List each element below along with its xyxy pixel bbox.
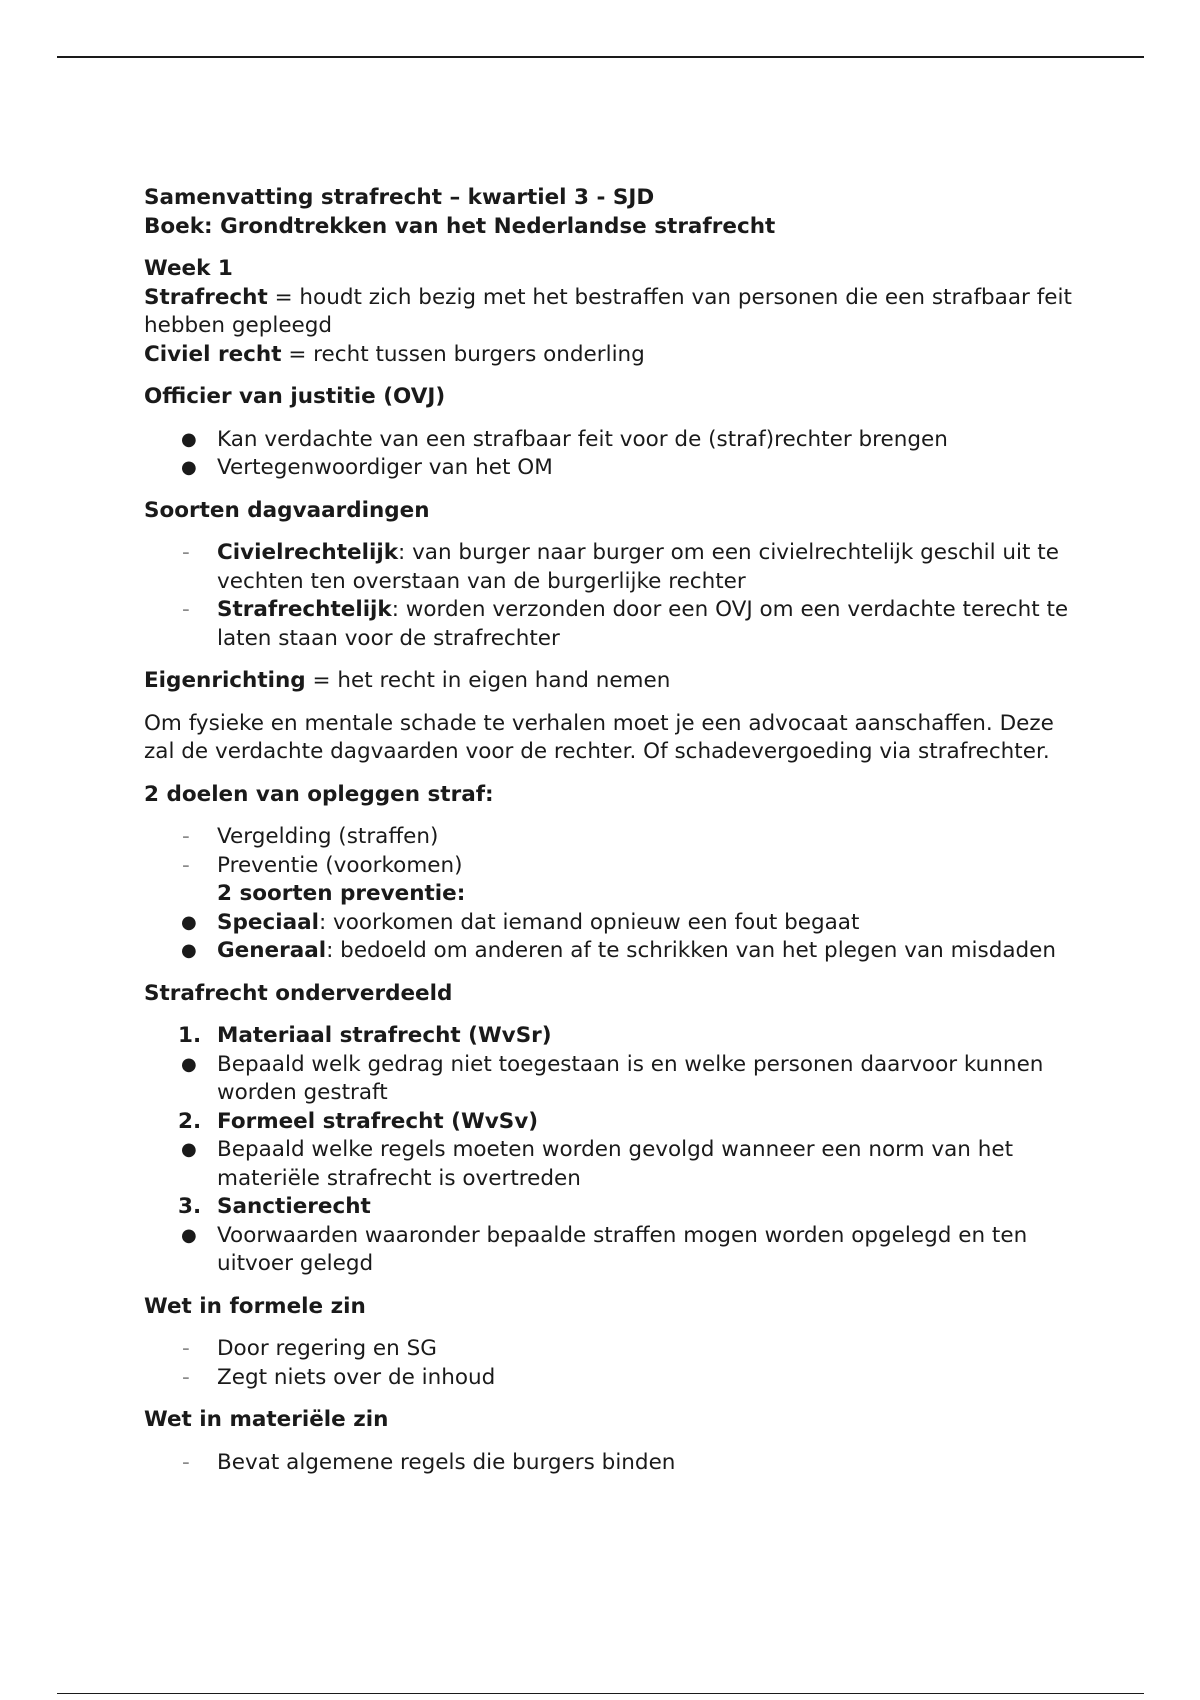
definition-civiel-recht: Civiel recht = recht tussen burgers onderling: [144, 341, 645, 367]
document-title: Samenvatting strafrecht – kwartiel 3 - SJD: [144, 185, 655, 210]
paragraph: Om fysieke en mentale schade te verhalen moet je een advocaat aanschaffen. Deze zal de verdachte dagvaarden voor de rechter. Of schadevergoeding via strafrechter.: [144, 710, 1054, 764]
definition-strafrecht: Strafrecht = houdt zich bezig met het bestraffen van personen die een strafbaar feit hebben gepleegd: [144, 284, 1072, 338]
section-heading-materiele-zin: Wet in materiële zin: [144, 1407, 389, 1432]
list-item: - Civielrechtelijk: van burger naar burger om een civielrechtelijk geschil uit te vechten ten overstaan van de burgerlijke rechter: [182, 540, 1059, 594]
section-heading-ovj: Officier van justitie (OVJ): [144, 384, 446, 409]
list-item: ● Generaal: bedoeld om anderen af te schrikken van het plegen van misdaden: [181, 938, 1057, 963]
list-item: ● Speciaal: voorkomen dat iemand opnieuw een fout begaat: [181, 909, 860, 935]
book-title: Boek: Grondtrekken van het Nederlandse strafrecht: [144, 213, 776, 239]
list-item: - Strafrechtelijk: worden verzonden door een OVJ om een verdachte terecht te laten staan voor de strafrechter: [182, 597, 1069, 651]
section-heading-formele-zin: Wet in formele zin: [144, 1293, 366, 1319]
section-heading-onderverdeeld: Strafrecht onderverdeeld: [144, 980, 453, 1006]
list-item: ● Bepaald welk gedrag niet toegestaan is en welke personen daarvoor kunnen worden gestraft: [181, 1051, 1044, 1105]
sub-heading: 2 soorten preventie:: [217, 881, 466, 906]
top-rule: [57, 56, 1144, 58]
numbered-item: 1. Materiaal strafrecht (WvSr): [178, 1023, 552, 1048]
list-item: ● Vertegenwoordiger van het OM: [181, 455, 553, 480]
list-item: ● Voorwaarden waaronder bepaalde straffen mogen worden opgelegd en ten uitvoer gelegd: [181, 1222, 1028, 1276]
list-item: ● Bepaald welke regels moeten worden gevolgd wanneer een norm van het materiële strafrecht is overtreden: [181, 1137, 1013, 1191]
list-item: - Zegt niets over de inhoud: [182, 1364, 496, 1390]
section-heading-dagvaardingen: Soorten dagvaardingen: [144, 497, 430, 523]
bottom-rule: [57, 1693, 1144, 1694]
list-item: - Vergelding (straffen): [182, 824, 439, 849]
definition-eigenrichting: Eigenrichting = het recht in eigen hand nemen: [144, 668, 671, 693]
week-heading: Week 1: [144, 256, 233, 281]
numbered-item: 3. Sanctierecht: [178, 1194, 371, 1219]
document-body: [144, 184, 1074, 1477]
list-item: - Preventie (voorkomen): [182, 852, 463, 878]
list-item: - Door regering en SG: [182, 1336, 437, 1361]
list-item: - Bevat algemene regels die burgers binden: [182, 1449, 676, 1475]
section-heading-doelen: 2 doelen van opleggen straf:: [144, 781, 494, 807]
list-item: ● Kan verdachte van een strafbaar feit voor de (straf)rechter brengen: [181, 426, 948, 452]
numbered-item: 2. Formeel strafrecht (WvSv): [178, 1108, 539, 1134]
